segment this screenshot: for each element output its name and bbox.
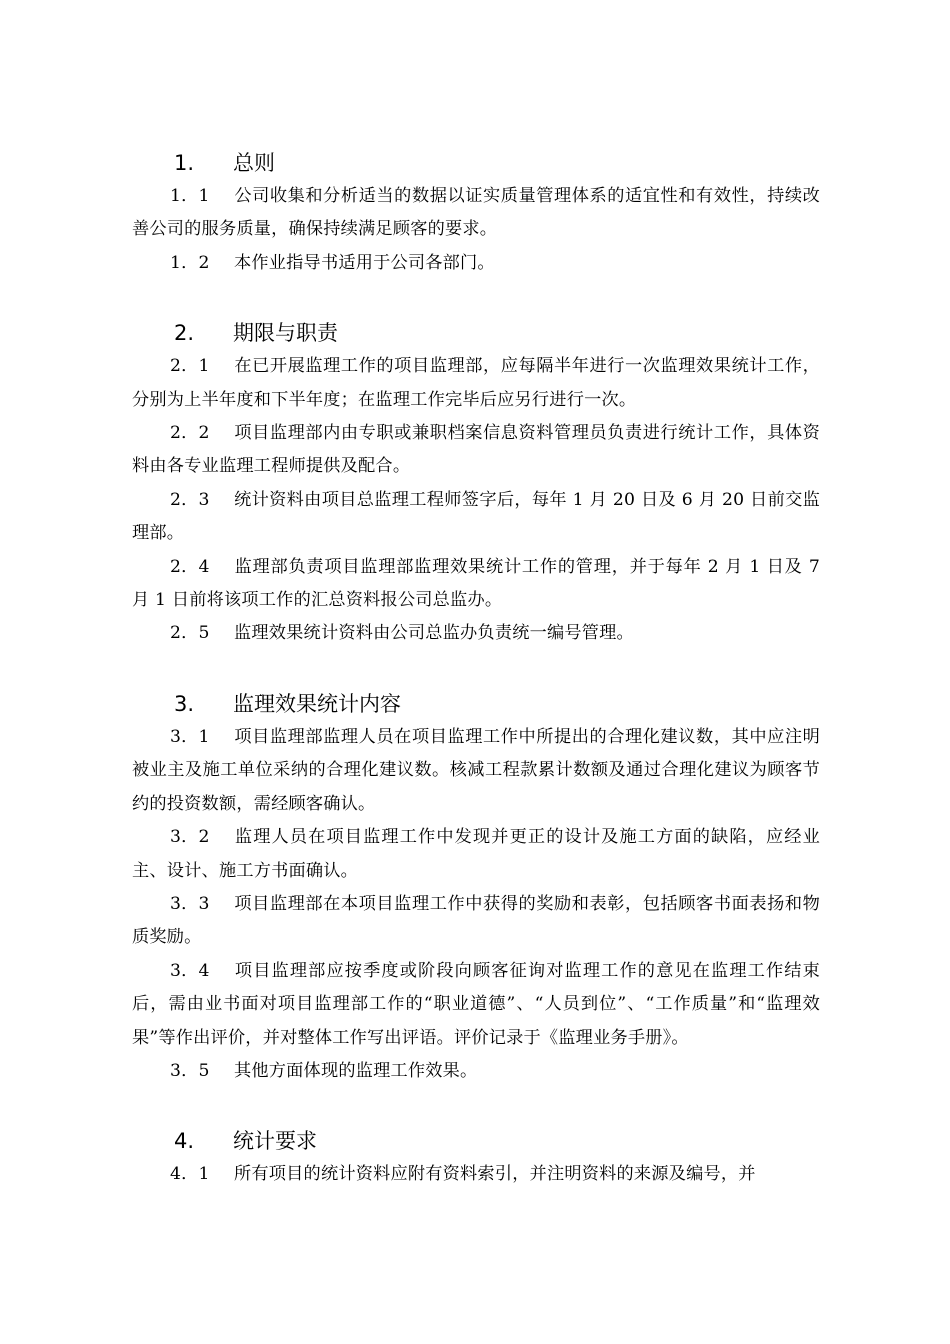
section-title: 总则	[233, 151, 275, 175]
section-heading	[132, 146, 820, 180]
clause-text: 项目监理部在本项目监理工作中获得的奖励和表彰，包括顾客书面表扬和物质奖励。	[132, 893, 820, 948]
clause-paragraph	[132, 551, 820, 618]
clause-text: 在已开展监理工作的项目监理部，应每隔半年进行一次监理效果统计工作，分别为上半年度和下半年度；在监理工作完毕后应另行进行一次。	[132, 356, 820, 410]
clause-number: 1．1	[170, 186, 210, 206]
clause-number: 2．1	[170, 356, 210, 377]
clause-text: 监理人员在项目监理工作中发现并更正的设计及施工方面的缺陷，应经业主、设计、施工方书面确认。	[132, 827, 820, 881]
clause-paragraph	[132, 350, 820, 417]
clause-paragraph	[132, 484, 820, 551]
clause-text: 其他方面体现的监理工作效果。	[234, 1060, 478, 1081]
clause-text: 统计资料由项目总监理工程师签字后，每年 1 月 20 日及 6 月 20 日前交监理部。	[132, 489, 820, 544]
clause-text: 监理效果统计资料由公司总监办负责统一编号管理。	[234, 623, 634, 644]
section-heading	[132, 687, 820, 721]
clause-text: 监理部负责项目监理部监理效果统计工作的管理，并于每年 2 月 1 日及 7 月 1 日前将该项工作的汇总资料报公司总监办。	[132, 556, 820, 611]
document-body	[132, 146, 820, 1192]
section-number: 1.	[174, 151, 195, 175]
clause-number: 2．2	[170, 423, 210, 444]
clause-number: 2．5	[170, 623, 210, 644]
clause-paragraph	[132, 1158, 820, 1191]
clause-number: 1．2	[170, 252, 210, 273]
clause-paragraph	[132, 180, 820, 247]
clause-paragraph	[132, 247, 820, 280]
clause-paragraph	[132, 617, 820, 650]
clause-number: 2．3	[170, 489, 210, 510]
clause-number: 2．4	[170, 556, 210, 577]
clause-paragraph	[132, 417, 820, 484]
clause-text: 公司收集和分析适当的数据以证实质量管理体系的适宜性和有效性，持续改善公司的服务质量，确保持续满足顾客的要求。	[132, 186, 820, 240]
clause-number: 3．2	[170, 827, 210, 848]
clause-paragraph	[132, 1055, 820, 1088]
clause-text: 项目监理部监理人员在项目监理工作中所提出的合理化建议数，其中应注明被业主及施工单位采纳的合理化建议数。核减工程款累计数额及通过合理化建议为顾客节约的投资数额，需经顾客确认。	[132, 726, 820, 814]
clause-paragraph	[132, 821, 820, 888]
clause-paragraph	[132, 721, 820, 821]
section-title: 期限与职责	[233, 321, 338, 346]
section-title: 监理效果统计内容	[233, 691, 401, 716]
clause-number: 3．4	[170, 960, 210, 981]
section-heading	[132, 1124, 820, 1158]
clause-number: 3．1	[170, 726, 210, 747]
section-heading	[132, 316, 820, 350]
clause-text: 所有项目的统计资料应附有资料索引，并注明资料的来源及编号，并	[234, 1164, 756, 1185]
clause-paragraph	[132, 955, 820, 1055]
section-number: 4.	[174, 1129, 195, 1154]
clause-number: 3．5	[170, 1060, 210, 1081]
clause-number: 3．3	[170, 893, 210, 914]
clause-text: 本作业指导书适用于公司各部门。	[234, 252, 495, 273]
clause-paragraph	[132, 888, 820, 955]
section-title: 统计要求	[233, 1129, 317, 1154]
clause-number: 4．1	[170, 1164, 210, 1185]
clause-text: 项目监理部应按季度或阶段向顾客征询对监理工作的意见在监理工作结束后，需由业书面对项目监理部工作的“职业道德”、“人员到位”、“工作质量”和“监理效果”等作出评价，并对整体工作写出评语。评价记录于《监理业务手册》。	[132, 960, 820, 1048]
section-number: 2.	[174, 321, 195, 346]
clause-text: 项目监理部内由专职或兼职档案信息资料管理员负责进行统计工作，具体资料由各专业监理工程师提供及配合。	[132, 423, 820, 477]
section-number: 3.	[174, 691, 195, 716]
